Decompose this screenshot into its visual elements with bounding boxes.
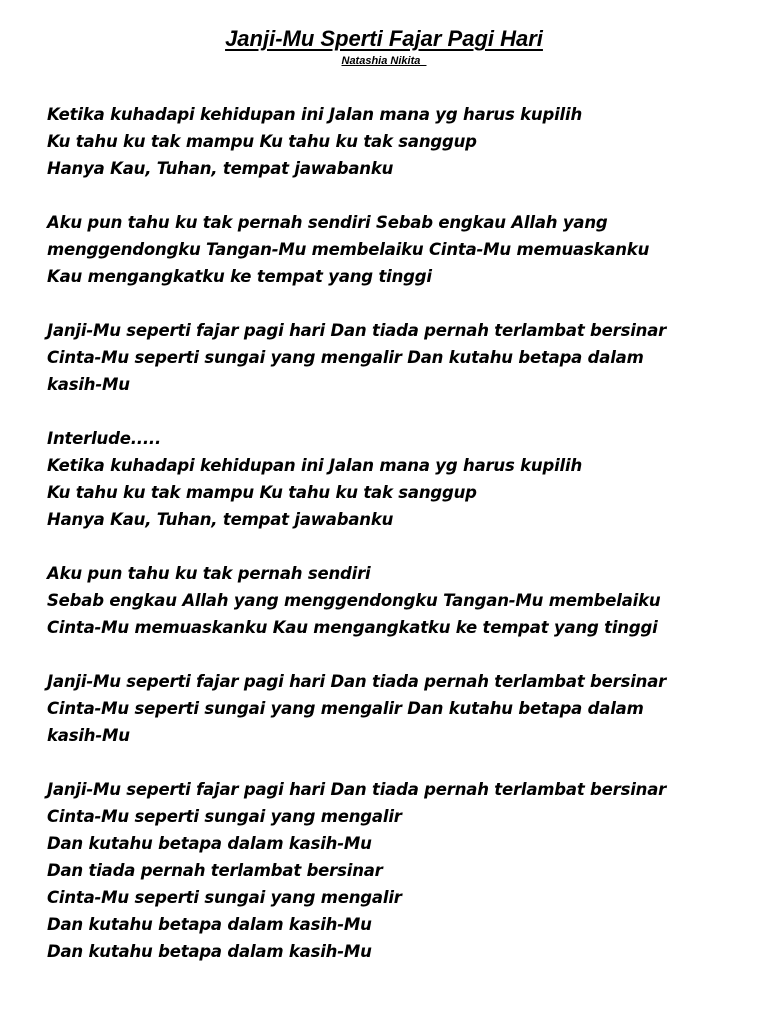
lyric-line: Janji-Mu seperti fajar pagi hari Dan tiada pernah terlambat bersinar xyxy=(47,780,667,799)
stanza-5 xyxy=(47,560,765,641)
lyric-line: kasih-Mu xyxy=(47,726,130,745)
lyric-line: kasih-Mu xyxy=(47,375,130,394)
lyric-line: Cinta-Mu seperti sungai yang mengalir xyxy=(47,807,402,826)
lyric-line: Ketika kuhadapi kehidupan ini Jalan mana yg harus kupilih xyxy=(47,456,582,475)
lyric-line: Sebab engkau Allah yang menggendongku Tangan-Mu membelaiku xyxy=(47,591,661,610)
stanza-4-interlude xyxy=(47,425,765,533)
lyric-line: Dan tiada pernah terlambat bersinar xyxy=(47,861,383,880)
lyric-line: Janji-Mu seperti fajar pagi hari Dan tiada pernah terlambat bersinar xyxy=(47,321,667,340)
stanza-1 xyxy=(47,101,765,182)
lyric-line: Hanya Kau, Tuhan, tempat jawabanku xyxy=(47,159,394,178)
lyric-line: Hanya Kau, Tuhan, tempat jawabanku xyxy=(47,510,394,529)
lyric-line: menggendongku Tangan-Mu membelaiku Cinta-Mu memuaskanku xyxy=(47,240,650,259)
stanza-7-ending xyxy=(47,776,765,965)
song-author xyxy=(0,54,768,68)
lyric-line: Aku pun tahu ku tak pernah sendiri xyxy=(47,564,371,583)
lyrics-body xyxy=(47,101,765,992)
lyric-line: Dan kutahu betapa dalam kasih-Mu xyxy=(47,915,372,934)
stanza-6-chorus xyxy=(47,668,765,749)
lyric-line: Ku tahu ku tak mampu Ku tahu ku tak sanggup xyxy=(47,132,477,151)
lyric-line: Kau mengangkatku ke tempat yang tinggi xyxy=(47,267,432,286)
lyric-line: Cinta-Mu memuaskanku Kau mengangkatku ke tempat yang tinggi xyxy=(47,618,658,637)
lyric-line: Dan kutahu betapa dalam kasih-Mu xyxy=(47,834,372,853)
lyric-line: Aku pun tahu ku tak pernah sendiri Sebab engkau Allah yang xyxy=(47,213,608,232)
lyric-line: Janji-Mu seperti fajar pagi hari Dan tiada pernah terlambat bersinar xyxy=(47,672,667,691)
song-title: Janji-Mu Sperti Fajar Pagi Hari xyxy=(225,26,543,51)
lyric-line: Cinta-Mu seperti sungai yang mengalir Dan kutahu betapa dalam xyxy=(47,348,644,367)
lyric-line: Dan kutahu betapa dalam kasih-Mu xyxy=(47,942,372,961)
stanza-2 xyxy=(47,209,765,290)
author-name: Natashia Nikita xyxy=(341,55,427,67)
stanza-3-chorus xyxy=(47,317,765,398)
lyric-line: Interlude..... xyxy=(47,429,162,448)
lyric-line: Cinta-Mu seperti sungai yang mengalir xyxy=(47,888,402,907)
lyric-line: Cinta-Mu seperti sungai yang mengalir Dan kutahu betapa dalam xyxy=(47,699,644,718)
lyric-line: Ku tahu ku tak mampu Ku tahu ku tak sanggup xyxy=(47,483,477,502)
lyric-line: Ketika kuhadapi kehidupan ini Jalan mana yg harus kupilih xyxy=(47,105,582,124)
